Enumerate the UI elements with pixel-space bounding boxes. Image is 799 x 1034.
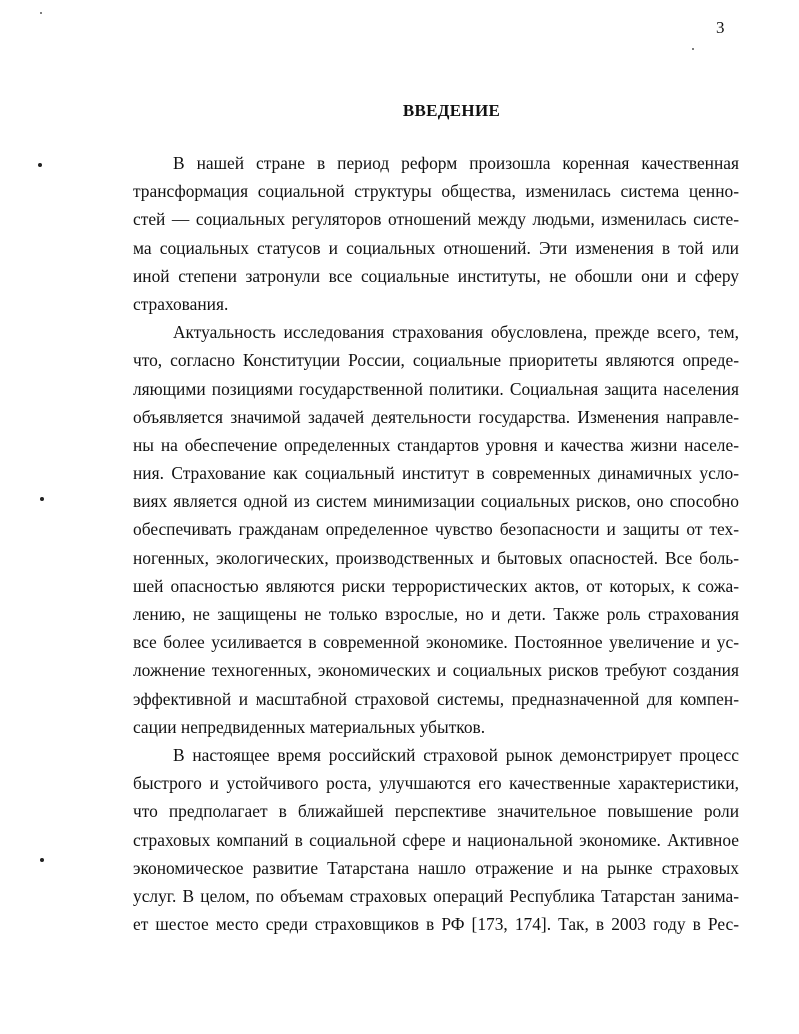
page-number: 3 <box>716 18 725 37</box>
paragraph-2 <box>133 318 739 741</box>
text-line: шей опасностью являются риски террористических актов, от которых, к сожа- <box>133 575 739 596</box>
text-line: В нашей стране в период реформ произошла коренная качественная <box>173 153 739 173</box>
paragraph-3 <box>133 741 739 938</box>
text-line: быстрого и устойчивого роста, улучшаются его качественные характеристики, <box>133 773 739 794</box>
text-line: объявляется значимой задачей деятельности государства. Изменения направле- <box>133 406 739 427</box>
text-line: что, согласно Конституции России, социальные приоритеты являются опреде- <box>133 350 739 371</box>
text-line: ны на обеспечение определенных стандартов уровня и качества жизни населе- <box>133 434 739 455</box>
text-line: все более усиливается в современной экономике. Постоянное увеличение и ус- <box>133 632 739 653</box>
scan-speck <box>40 12 42 14</box>
text-line: В настоящее время российский страховой рынок демонстрирует процесс <box>173 744 739 765</box>
text-line: трансформация социальной структуры общества, изменилась система ценно- <box>133 181 739 202</box>
text-line: ложнение техногенных, экономических и социальных рисков требуют создания <box>133 660 739 681</box>
body-text <box>133 149 739 938</box>
margin-punch-mark <box>38 163 42 167</box>
text-line: экономическое развитие Татарстана нашло отражение и на рынке страховых <box>133 857 739 878</box>
scan-speck <box>692 48 694 50</box>
text-line: ма социальных статусов и социальных отношений. Эти изменения в той или <box>133 237 739 258</box>
text-line: ет шестое место среди страховщиков в РФ [173, 174]. Так, в 2003 году в Рес- <box>133 914 739 935</box>
paragraph-1 <box>133 149 739 318</box>
text-line: ния. Страхование как социальный институт в современных динамичных усло- <box>133 463 739 484</box>
text-line: что предполагает в ближайшей перспективе значительное повышение роли <box>133 801 739 822</box>
text-line: иной степени затронули все социальные институты, не обошли они и сферу <box>133 265 739 286</box>
text-line: услуг. В целом, по объемам страховых операций Республика Татарстан занима- <box>133 885 739 906</box>
text-line: страховых компаний в социальной сфере и национальной экономике. Активное <box>133 829 739 850</box>
text-line: ляющими позициями государственной политики. Социальная защита населения <box>133 378 739 399</box>
margin-punch-mark <box>40 858 44 862</box>
text-line: ногенных, экологических, производственных и бытовых опасностей. Все боль- <box>133 547 739 568</box>
section-title: ВВЕДЕНИЕ <box>402 101 501 120</box>
text-line: страхования. <box>133 293 229 314</box>
text-line: Актуальность исследования страхования обусловлена, прежде всего, тем, <box>173 322 739 343</box>
text-line: стей — социальных регуляторов отношений между людьми, изменилась систе- <box>133 209 739 230</box>
text-line: обеспечивать гражданам определенное чувство безопасности и защиты от тех- <box>133 519 739 540</box>
text-line: эффективной и масштабной страховой системы, предназначенной для компен- <box>133 688 739 709</box>
text-line: сации непредвиденных материальных убытков. <box>133 716 486 737</box>
text-line: лению, не защищены не только взрослые, но и дети. Также роль страхования <box>133 604 739 624</box>
text-line: виях является одной из систем минимизации социальных рисков, оно способно <box>133 491 739 512</box>
margin-punch-mark <box>40 497 44 501</box>
